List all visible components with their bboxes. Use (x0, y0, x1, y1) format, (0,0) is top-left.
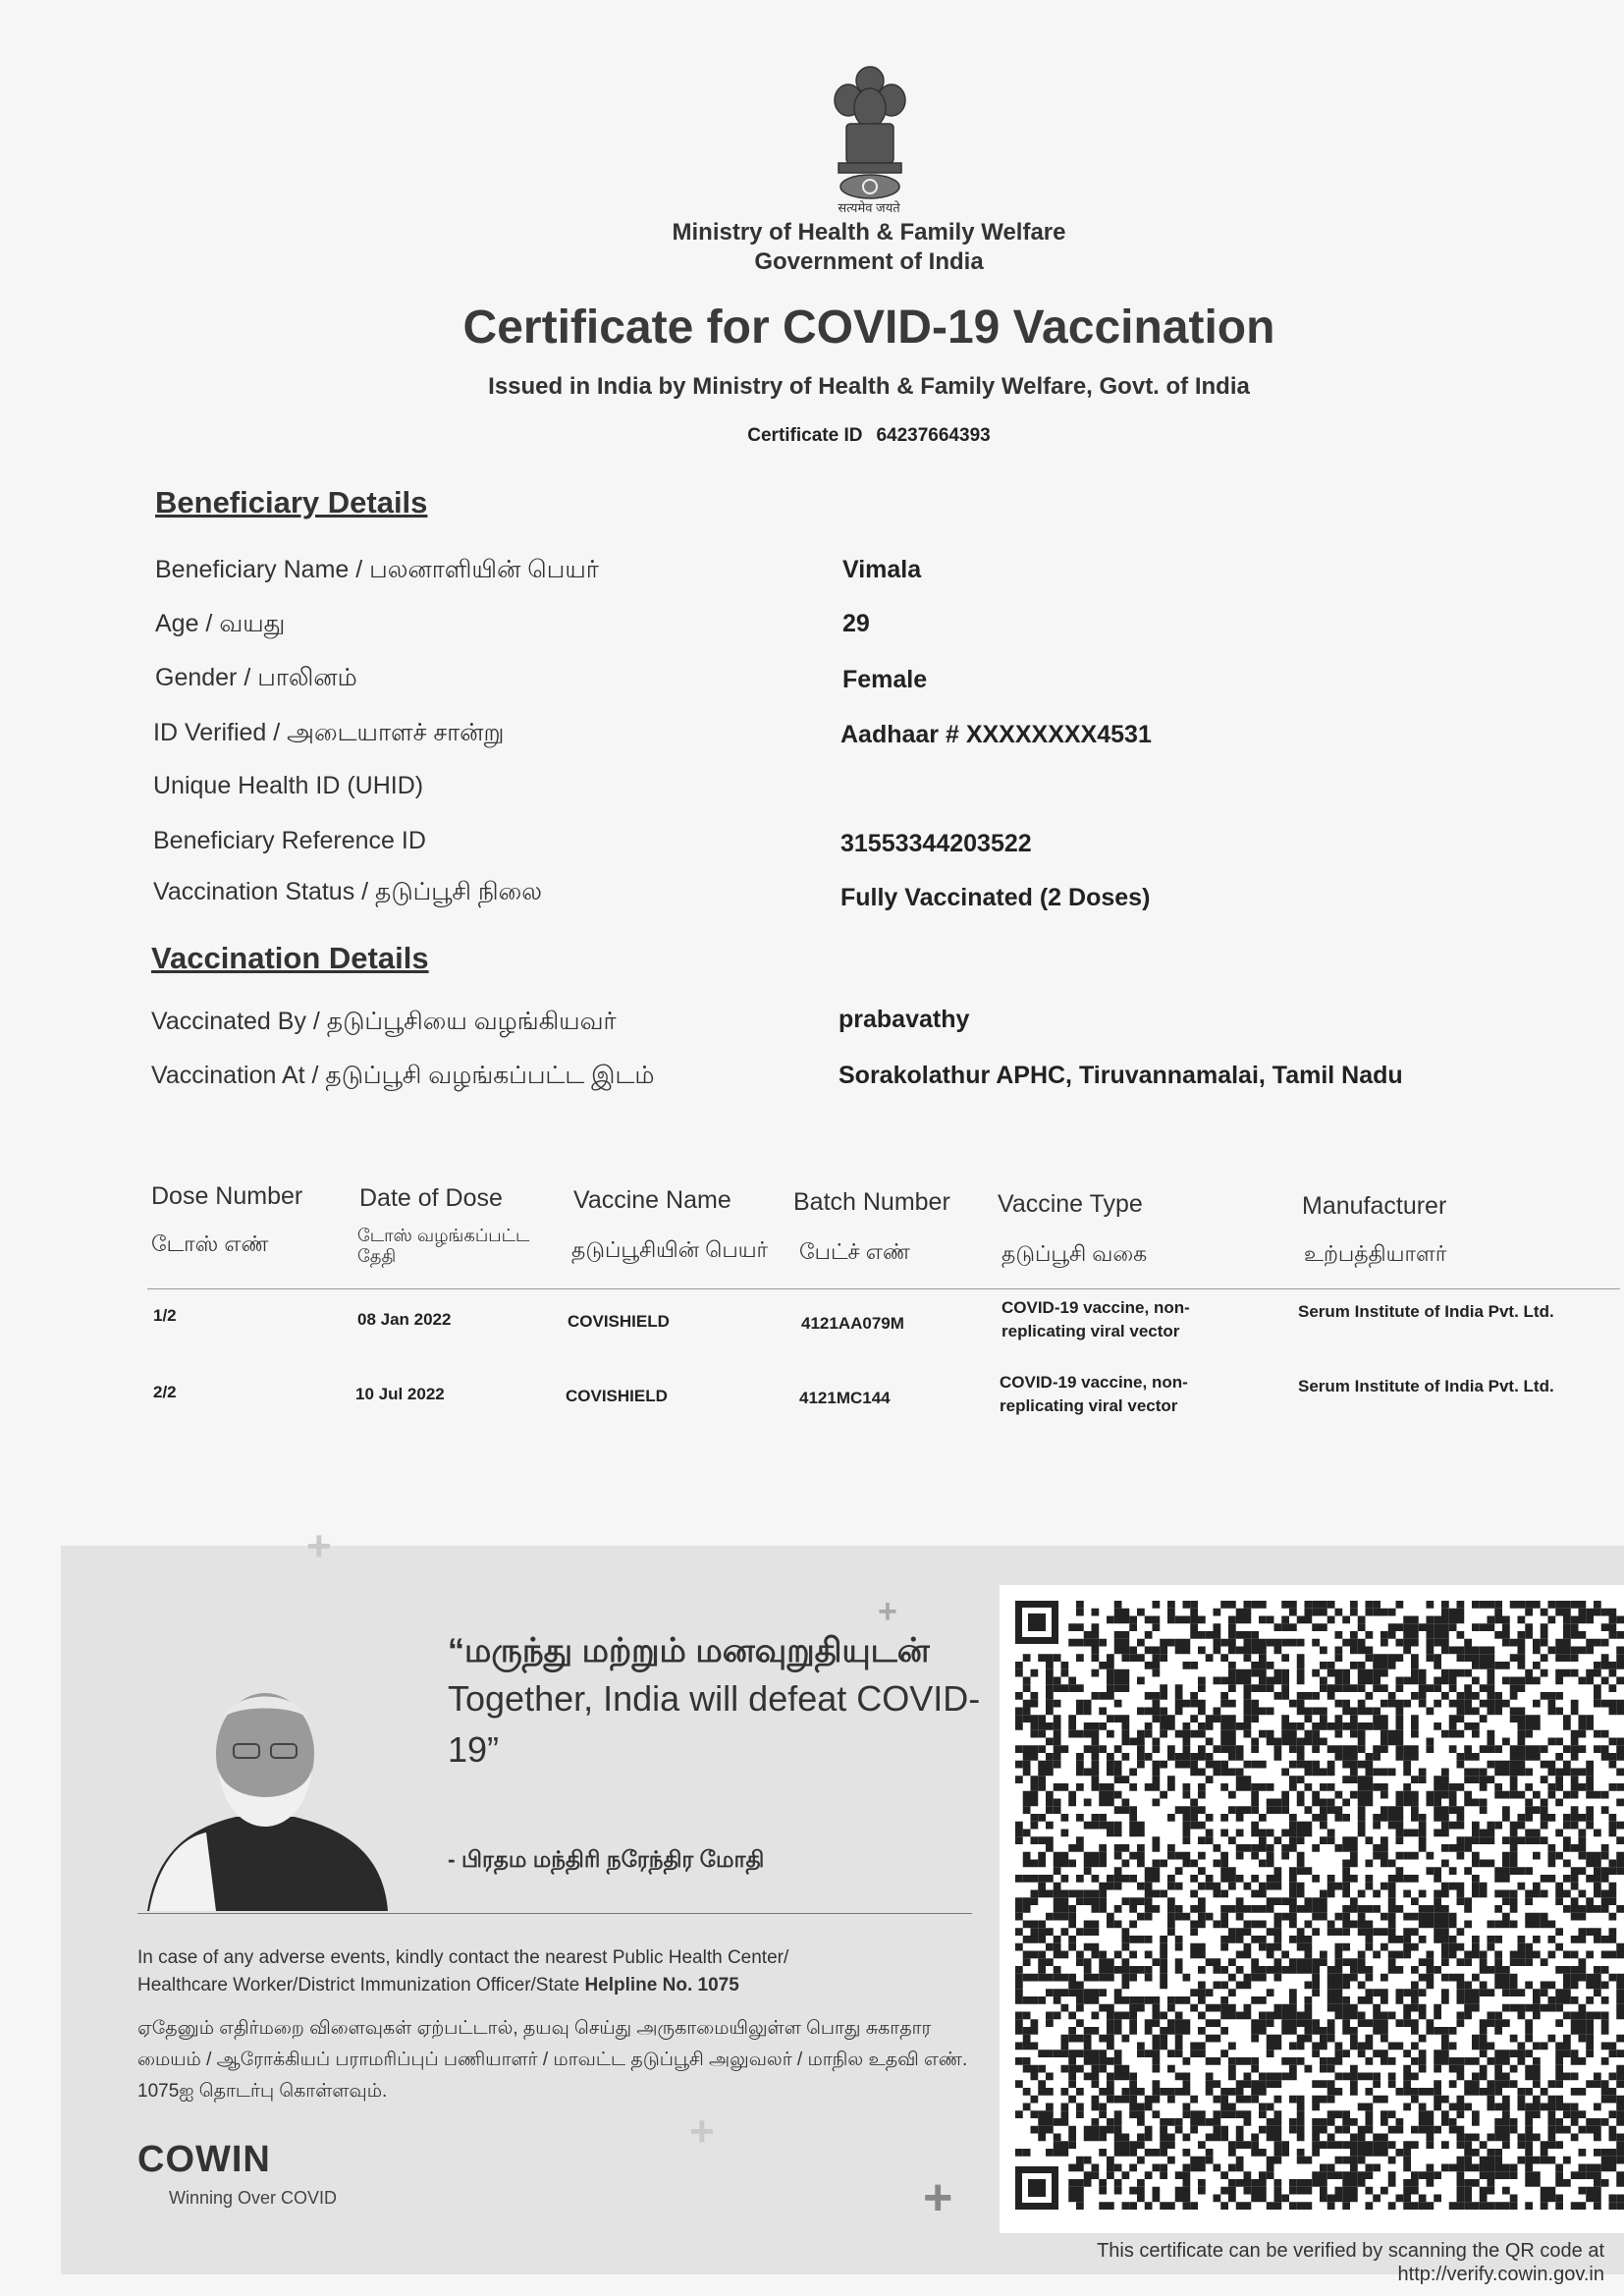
adverse-event-advice-tamil: ஏதேனும் எதிர்மறை விளைவுகள் ஏற்பட்டால், தயவு செய்து அருகாமையிலுள்ள பொது சுகாதார மையம் / ஆரோக்கியப் பராமரிப்புப் பணியாளர் / மாவட்ட தடுப்பூசி அலுவலர் / மாநில உதவி எண். 1075ஐ தொடர்பு கொள்ளவும். (137, 2018, 968, 2102)
vaccinated-by-label: Vaccinated By / தடுப்பூசியை வழங்கியவர் (151, 1008, 617, 1035)
vaccination-status-label: Vaccination Status / தடுப்பூசி நிலை (153, 878, 543, 905)
plus-decoration-icon: + (878, 1593, 897, 1630)
row2-vaccine: COVISHIELD (566, 1387, 668, 1405)
row1-date: 08 Jan 2022 (357, 1310, 452, 1329)
header-manufacturer: Manufacturer (1302, 1192, 1447, 1220)
reference-id-value: 31553344203522 (840, 830, 1032, 857)
vaccination-details-heading: Vaccination Details (151, 941, 429, 975)
vaccination-at-value: Sorakolathur APHC, Tiruvannamalai, Tamil Nadu (839, 1062, 1403, 1089)
emblem-motto: सत्यमेव जयते (838, 200, 900, 215)
id-verified-label: ID Verified / அடையாளச் சான்று (153, 719, 505, 746)
beneficiary-details-heading: Beneficiary Details (155, 485, 428, 519)
government-line: Government of India (754, 248, 984, 275)
reference-id-label: Beneficiary Reference ID (153, 827, 426, 854)
cowin-tagline: Winning Over COVID (169, 2188, 338, 2208)
certificate-id-label: Certificate ID (747, 425, 863, 446)
row2-batch: 4121MC144 (799, 1389, 891, 1407)
vaccinated-by-value: prabavathy (839, 1006, 970, 1033)
header-vaccine-name-ta: தடுப்பூசியின் பெயர் (571, 1237, 769, 1262)
gender-label: Gender / பாலினம் (155, 664, 357, 691)
advice-line-2-text: Healthcare Worker/District Immunization Officer/State (137, 1975, 585, 1995)
ministry-line: Ministry of Health & Family Welfare (672, 219, 1066, 246)
qr-code[interactable] (1015, 1601, 1624, 2210)
adverse-event-advice (137, 1944, 982, 1999)
row1-type: COVID-19 vaccine, non-replicating viral vector (1001, 1298, 1190, 1340)
header-date-of-dose: Date of Dose (359, 1184, 503, 1212)
uhid-label: Unique Health ID (UHID) (153, 772, 424, 799)
header-vaccine-type-ta: தடுப்பூசி வகை (1001, 1241, 1148, 1266)
id-verified-value: Aadhaar # XXXXXXXX4531 (840, 721, 1152, 748)
plus-decoration-icon: + (689, 2107, 715, 2156)
row2-manufacturer: Serum Institute of India Pvt. Ltd. (1298, 1377, 1554, 1395)
advice-line-2 (137, 1972, 982, 1999)
header-vaccine-name: Vaccine Name (573, 1186, 731, 1214)
header-vaccine-type: Vaccine Type (998, 1190, 1143, 1218)
certificate-id-value: 64237664393 (876, 425, 991, 446)
portrait-image (137, 1660, 393, 1911)
header-dose-number: Dose Number (151, 1182, 303, 1210)
row1-manufacturer: Serum Institute of India Pvt. Ltd. (1298, 1302, 1554, 1321)
vaccination-at-label: Vaccination At / தடுப்பூசி வழங்கப்பட்ட இடம் (151, 1062, 655, 1089)
gender-value: Female (842, 666, 928, 693)
quote-divider (137, 1913, 972, 1914)
table-divider (147, 1288, 1620, 1289)
certificate-id (295, 425, 1443, 447)
quote-tamil: “மருந்து மற்றும் மனவுறுதியுடன் (448, 1632, 930, 1669)
row1-vaccine: COVISHIELD (568, 1312, 670, 1331)
plus-decoration-icon: + (306, 1522, 332, 1570)
verify-line-1: This certificate can be verified by scanning the QR code at (1097, 2240, 1604, 2262)
verify-url[interactable]: http://verify.cowin.gov.in (1397, 2264, 1604, 2285)
row2-dose: 2/2 (153, 1383, 177, 1401)
quote-block (448, 1630, 998, 1776)
verification-note (1041, 2239, 1604, 2286)
plus-decoration-icon: + (923, 2169, 953, 2226)
issued-by: Issued in India by Ministry of Health & Family Welfare, Govt. of India (488, 373, 1250, 400)
age-label: Age / வயது (155, 610, 286, 637)
quote-attribution: - பிரதம மந்திரி நரேந்திர மோதி (448, 1846, 765, 1872)
beneficiary-name-label: Beneficiary Name / பலனாளியின் பெயர் (155, 556, 599, 583)
ministry-name (550, 218, 1188, 277)
header-batch-number: Batch Number (793, 1188, 950, 1216)
header-batch-number-ta: பேட்ச் எண் (799, 1239, 910, 1264)
header-manufacturer-ta: உற்பத்தியாளர் (1304, 1241, 1447, 1266)
row2-date: 10 Jul 2022 (355, 1385, 445, 1403)
row1-dose: 1/2 (153, 1306, 177, 1325)
national-emblem-icon (821, 61, 919, 208)
header-dose-number-ta: டோஸ் எண் (151, 1231, 269, 1256)
row1-batch: 4121AA079M (801, 1314, 904, 1333)
advice-line-1: In case of any adverse events, kindly contact the nearest Public Health Center/ (137, 1947, 789, 1968)
beneficiary-name-value: Vimala (842, 556, 922, 583)
age-value: 29 (842, 610, 870, 637)
quote-english: Together, India will defeat COVID-19” (448, 1678, 981, 1770)
helpline-number: Helpline No. 1075 (584, 1975, 739, 1995)
certificate-title: Certificate for COVID-19 Vaccination (462, 301, 1275, 354)
row2-type: COVID-19 vaccine, non-replicating viral vector (1000, 1373, 1188, 1415)
header-date-of-dose-ta: டோஸ் வழங்கப்பட்ட தேதி (357, 1226, 530, 1266)
cowin-logo: COWIN (137, 2139, 271, 2180)
vaccination-status-value: Fully Vaccinated (2 Doses) (840, 884, 1151, 911)
